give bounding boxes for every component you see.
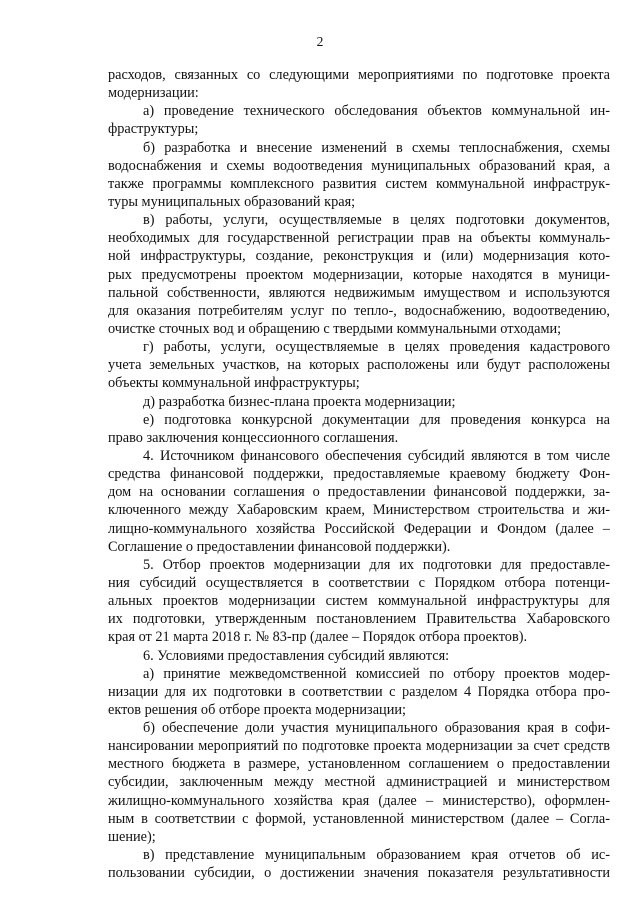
paragraph	[108, 846, 610, 882]
paragraph	[108, 211, 610, 338]
text-line: местного бюджета в размере, установленном соглашением о предоставлении	[108, 756, 610, 773]
text-line: ной инфраструктуры, создание, реконструкция и (или) модернизация кото-	[108, 248, 610, 265]
text-line: туры муниципальных образований края;	[108, 193, 356, 210]
paragraph	[108, 102, 610, 138]
text-line: г) работы, услуги, осуществляемые в целях проведения кадастрового	[143, 339, 610, 356]
text-line: д) разработка бизнес-плана проекта модернизации;	[143, 393, 456, 410]
text-line: в) представление муниципальным образованием края отчетов об ис-	[143, 847, 610, 864]
text-line: низации для их подготовки в соответствии с разделом 4 Порядка отбора про-	[108, 683, 610, 700]
text-line: их подготовки, утвержденным постановлением Правительства Хабаровского	[108, 611, 610, 628]
document-body	[108, 66, 610, 882]
text-line: рых предусмотрены проектом модернизации, которые находятся в муници-	[108, 266, 610, 283]
text-line: учета земельных участков, на которых расположены или будут расположены	[108, 357, 610, 374]
text-line: ния субсидий осуществляется в соответствии с Порядком отбора потенци-	[108, 574, 610, 591]
text-line: ключенного между Хабаровским краем, Министерством строительства и жи-	[108, 502, 610, 519]
text-line: в) работы, услуги, осуществляемые в целях подготовки документов,	[143, 212, 610, 229]
text-line: водоснабжения и схемы водоотведения муниципальных образований края, а	[108, 157, 610, 174]
text-line: нансировании мероприятий по подготовке проекта модернизации за счет средств	[108, 738, 610, 755]
text-line: а) принятие межведомственной комиссией по отбору проектов модер-	[143, 665, 610, 682]
text-line: а) проведение технического обследования объектов коммунальной ин-	[143, 103, 610, 120]
text-line: Соглашение о предоставлении финансовой поддержки).	[108, 538, 451, 555]
text-line: объекты коммунальной инфраструктуры;	[108, 375, 360, 392]
text-line: е) подготовка конкурсной документации для проведения конкурса на	[143, 411, 610, 428]
text-line: альных проектов модернизации систем коммунальной инфраструктуры для	[108, 593, 610, 610]
text-line: необходимых для государственной регистрации прав на объекты коммуналь-	[108, 230, 610, 247]
text-line: б) разработка и внесение изменений в схемы теплоснабжения, схемы	[143, 139, 610, 156]
paragraph	[108, 66, 610, 102]
paragraph	[108, 665, 610, 719]
text-line: б) обеспечение доли участия муниципального образования края в софи-	[143, 720, 610, 737]
text-line: также программы комплексного развития систем коммунальной инфраструк-	[108, 175, 610, 192]
text-line: очистке сточных вод и обращению с твердыми коммунальными отходами;	[108, 320, 562, 337]
text-line: расходов, связанных со следующими мероприятиями по подготовке проекта	[108, 67, 610, 83]
text-line: модернизации:	[108, 85, 199, 102]
text-line: фраструктуры;	[108, 121, 199, 138]
text-line: края от 21 марта 2018 г. № 83-пр (далее – Порядок отбора проектов).	[108, 629, 528, 646]
text-line: лищно-коммунального хозяйства Российской Федерации и Фондом (далее –	[108, 520, 610, 537]
text-line: пользовании субсидии, о достижении значения показателя результативности	[108, 865, 610, 882]
text-line: 6. Условиями предоставления субсидий являются:	[143, 647, 450, 664]
text-line: 5. Отбор проектов модернизации для их подготовки для предоставле-	[143, 556, 610, 573]
paragraph	[108, 411, 610, 447]
paragraph	[108, 647, 610, 665]
text-line: 4. Источником финансового обеспечения субсидий являются в том числе	[143, 447, 610, 464]
text-line: пальной собственности, являются недвижимым имуществом и используются	[108, 284, 610, 301]
text-line: средства финансовой поддержки, предоставляемые краевому бюджету Фон-	[108, 466, 610, 483]
text-line: субсидии, заключенным между местной администрацией и министерством	[108, 774, 610, 791]
paragraph	[108, 338, 610, 392]
text-line: ным в соответствии с формой, установленной министерством (далее – Согла-	[108, 810, 610, 827]
paragraph	[108, 393, 610, 411]
text-line: для оказания потребителям услуг по тепло-, водоснабжению, водоотведению,	[108, 302, 610, 319]
paragraph	[108, 447, 610, 556]
page-number: 2	[316, 34, 324, 49]
text-line: право заключения концессионного соглашения.	[108, 429, 399, 446]
text-line: ектов решения об отборе проекта модернизации;	[108, 701, 406, 718]
text-line: шение);	[108, 828, 156, 845]
paragraph	[108, 719, 610, 846]
paragraph	[108, 139, 610, 212]
paragraph	[108, 556, 610, 647]
text-line: дом на основании соглашения о предоставлении финансовой поддержки, за-	[108, 484, 610, 501]
text-line: жилищно-коммунального хозяйства края (далее – министерство), оформлен-	[108, 792, 610, 809]
